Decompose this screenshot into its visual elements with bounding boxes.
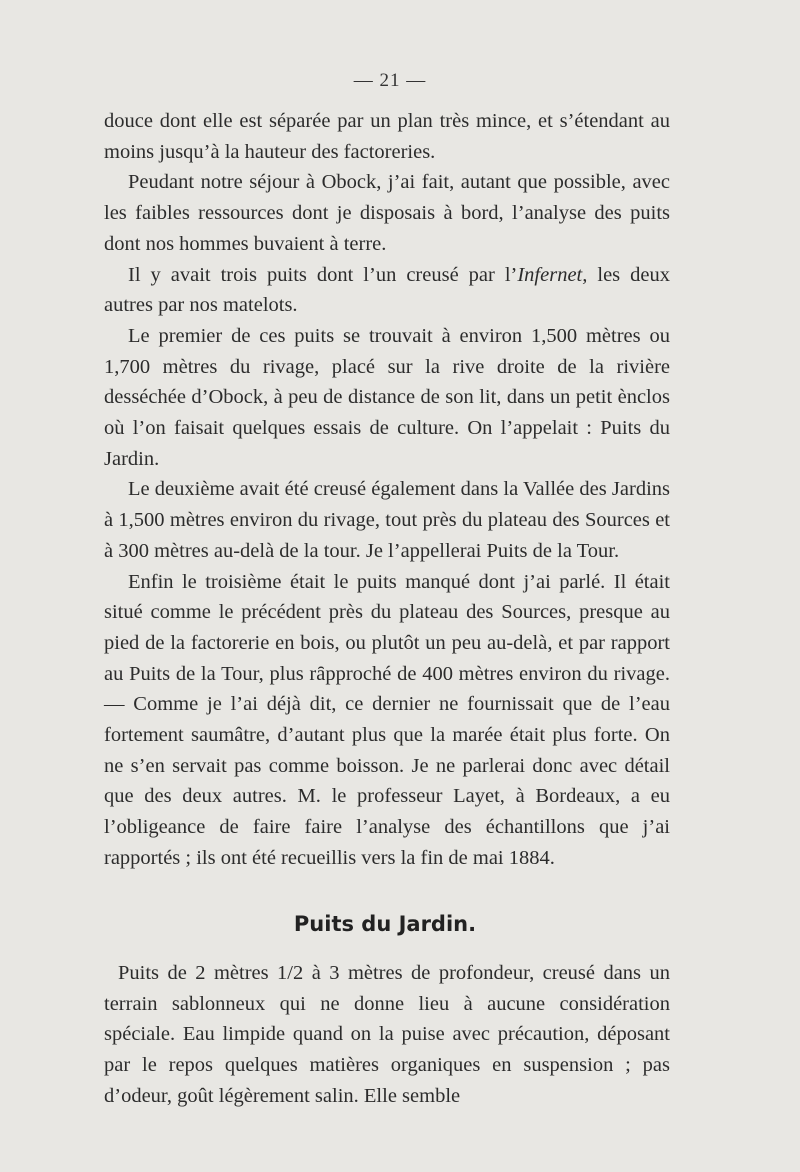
- paragraph-5: Le deuxième avait été creusé également dans la Vallée des Jardins à 1,500 mètres environ du rivage, tout près du plateau des Sources et à 300 mètres au-delà de la tour. Je l’appellerai Puits de la Tour.: [104, 478, 670, 562]
- paragraph-2: Peudant notre séjour à Obock, j’ai fait, autant que possible, avec les faibles ressources dont je disposais à bord, l’analyse des puits dont nos hommes buvaient à terre.: [104, 171, 670, 255]
- paragraph-4: Le premier de ces puits se trouvait à environ 1,500 mètres ou 1,700 mètres du rivage, placé sur la rive droite de la rivière desséchée d’Obock, à peu de distance de son lit, dans un petit ènclos où l’on faisait quelques essais de culture. On l’appelait : Puits du Jardin.: [104, 324, 670, 470]
- ship-name-infernet: Infernet,: [517, 263, 588, 286]
- paragraph-3: [104, 260, 670, 321]
- paragraph-6: Enfin le troisième était le puits manqué dont j’ai parlé. Il était situé comme le précédent près du plateau des Sources, presque au pied de la factorerie en bois, ou plutôt un peu au-delà, et par rapport au Puits de la Tour, plus rȃpproché de 400 mètres environ du rivage. — Comme je l’ai déjà dit, ce dernier ne fournissait que de l’eau fortement saumâtre, d’autant plus que la marée était plus forte. On ne s’en servait pas comme boisson. Je ne parlerai donc avec détail que des deux autres. M. le professeur Layet, à Bordeaux, a eu l’obligeance de faire faire l’analyse des échantillons que j’ai rapportés ; ils ont été recueillis vers la fin de mai 1884.: [104, 570, 670, 869]
- body-text-after-heading: [104, 958, 670, 1112]
- section-heading: Puits du Jardin.: [293, 912, 477, 936]
- page-number: — 21 —: [353, 70, 427, 91]
- paragraph-1: douce dont elle est séparée par un plan très mince, et s’étendant au moins jusqu’à la hauteur des factoreries.: [104, 110, 670, 163]
- body-text: [104, 106, 670, 874]
- paragraph-3-start: Il y avait trois puits dont l’un creusé par l’: [128, 263, 518, 286]
- paragraph-3-end: les deux autres par nos matelots.: [104, 263, 670, 317]
- paragraph-7: Puits de 2 mètres 1/2 à 3 mètres de profondeur, creusé dans un terrain sablonneux qui ne donne lieu à aucune considération spéciale. Eau limpide quand on la puise avec précaution, déposant par le repos quelques matières organiques en suspension ; pas d’odeur, goût légèrement salin. Elle semble: [104, 962, 670, 1107]
